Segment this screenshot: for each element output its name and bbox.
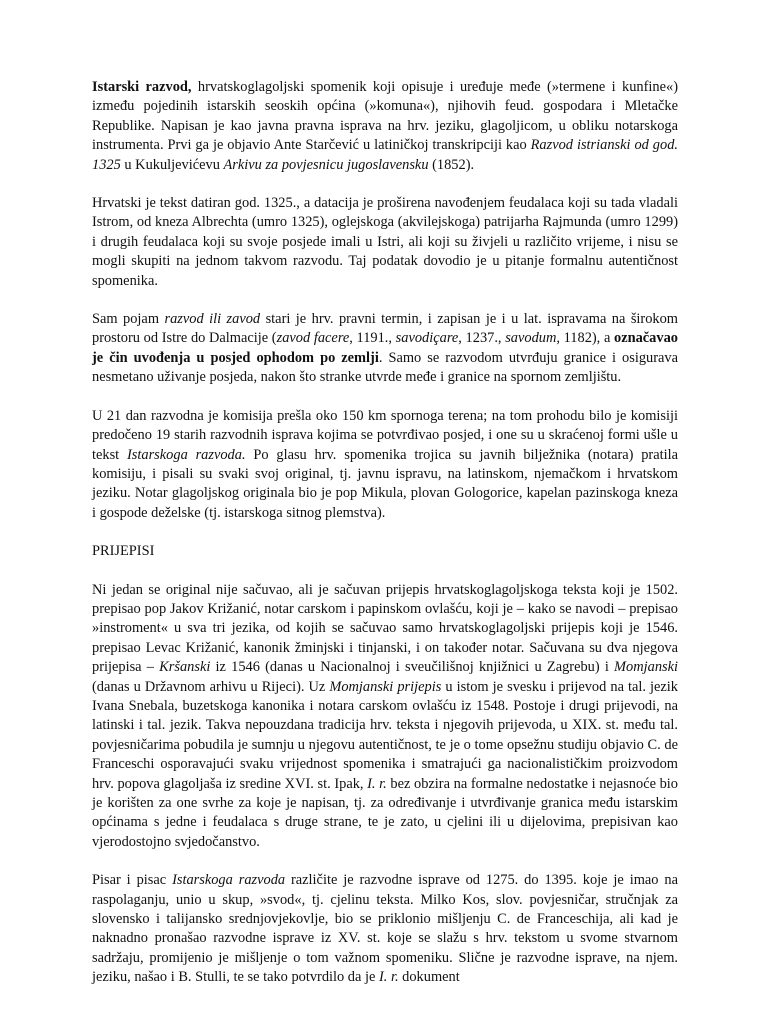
paragraph-term: Sam pojam razvod ili zavod stari je hrv. pravni termin, i zapisan je i u lat. ispravama na širokom prostoru od Istre do Dalmacije (zavod facere, 1191., savodiçare, 1237., savodum, 1182), a označavao je čin uvođenja u posjed ophodom po zemlji. Samo se razvodom utvrđuju granice i osigurava nesmetano uživanje posjeda, nakon što stranke utvrde međe i granice na spornom zemljištu. <box>92 311 679 386</box>
term-heading: Istarski razvod, <box>92 79 192 95</box>
paragraph-commission: U 21 dan razvodna je komisija prešla oko 150 km spornoga terena; na tom prohodu bilo je komisiji predočeno 19 starih razvodnih isprava kojima se potvrđivao posjed, i one su u skraćenoj formi ušle u tekst Istarskoga razvoda. Po glasu hrv. spomenika trojica su javnih bilježnika (notara) pratila komisiju, i pisali su svaki svoj original, tj. javnu ispravu, na latinskom, njemačkom i hrvatskom jeziku. Notar glagoljskog originala bio je pop Mikula, plovan Gologorice, kapelan pazinskoga kneza i gospode deželske (tj. istarskoga sitnog plemstva). <box>92 407 678 521</box>
section-heading: PRIJEPISI <box>92 543 155 560</box>
paragraph-intro: Istarski razvod, hrvatskoglagoljski spomenik koji opisuje i uređuje međe (»termene i kunfine«) između pojedinih istarskih seoskih općina (»komuna«), njihovih feud. gospodara i Mletačke Republike. Napisan je kao javna pravna isprava na hrv. jeziku, glagoljicom, u obliku notarskoga instrumenta. Prvi ga je objavio Ante Starčević u latiničkoj transkripciji kao Razvod istrianski od god. 1325 u Kukuljevićevu Arkivu za povjesnicu jugoslavensku (1852). <box>92 79 678 173</box>
paragraph-scribe: Pisar i pisac Istarskoga razvoda različite je razvodne isprave od 1275. do 1395. koje je imao na raspolaganju, unio u skup, »svod«, tj. cjelinu teksta. Milko Kos, slov. povjesničar, stručnjak za slovensko i talijansko srednjovjekovlje, bio se priklonio mišljenju C. de Franceschija, ali kad je naknadno pronašao razvodne isprave iz XV. st. koje se slažu s hrv. tekstom u svome stvarnom sadržaju, promijenio je mišljenje o tom važnom spomeniku. Slične je razvodne isprave, na njem. jeziku, našao i B. Stulli, te se tako potvrdilo da je I. r. dokument <box>92 872 678 986</box>
paragraph-dating: Hrvatski je tekst datiran god. 1325., a datacija je proširena navođenjem feudalaca koji su tada vladali Istrom, od kneza Albrechta (umro 1325), oglejskoga (akvilejskoga) patrijarha Rajmunda (umro 1299) i drugih feudalaca koji su svoje posjede imali u Istri, ali koji su živjeli u različito vrijeme, i nisu se mogli skupiti na jednom takvom razvodu. Taj podatak dovodio je u pitanje formalnu autentičnost spomenika. <box>92 195 678 289</box>
paragraph-transcripts: Ni jedan se original nije sačuvao, ali je sačuvan prijepis hrvatskoglagoljskoga teksta koji je 1502. prepisao pop Jakov Križanić, notar carskom i papinskom ovlašću, koji je – kako se navodi – prepisao »instroment« u sva tri jezika, od kojih se sačuvao samo hrvatskoglagoljski prijepis koji je 1546. prepisao Levac Križanić, kanonik žminjski i tinjanski, i on također notar. Sačuvana su dva njegova prijepisa – Kršanski iz 1546 (danas u Nacionalnoj i sveučilišnoj knjižnici u Zagrebu) i Momjanski (danas u Državnom arhivu u Rijeci). Uz Momjanski prijepis u istom je svesku i prijevod na tal. jezik Ivana Snebala, buzetskoga kanonika i notara carskom ovlašću iz 1548. Postoje i drugi prijevodi, na latinski i tal. jezik. Takva nepouzdana tradicija hrv. teksta i njegovih prijevoda, u XIX. st. među tal. povjesničarima pobudila je sumnju u njegovu autentičnost, te je o tome opsežnu studiju objavio C. de Franceschi osporavajući svaku vrijednost spomenika i smatrajući ga nacionalističkim proizvodom hrv. popova glagoljaša iz sredine XVI. st. Ipak, I. r. bez obzira na formalne nedostatke i nejasnoće bio je korišten za one svrhe za koje je napisan, tj. za određivanje i utvrđivanje granica među istarskim općinama s jedne i feudalaca s druge strane, te je zato, u cjelini ili u dijelovima, prepisivan kao vjerodostojno svjedočanstvo. <box>92 581 679 850</box>
